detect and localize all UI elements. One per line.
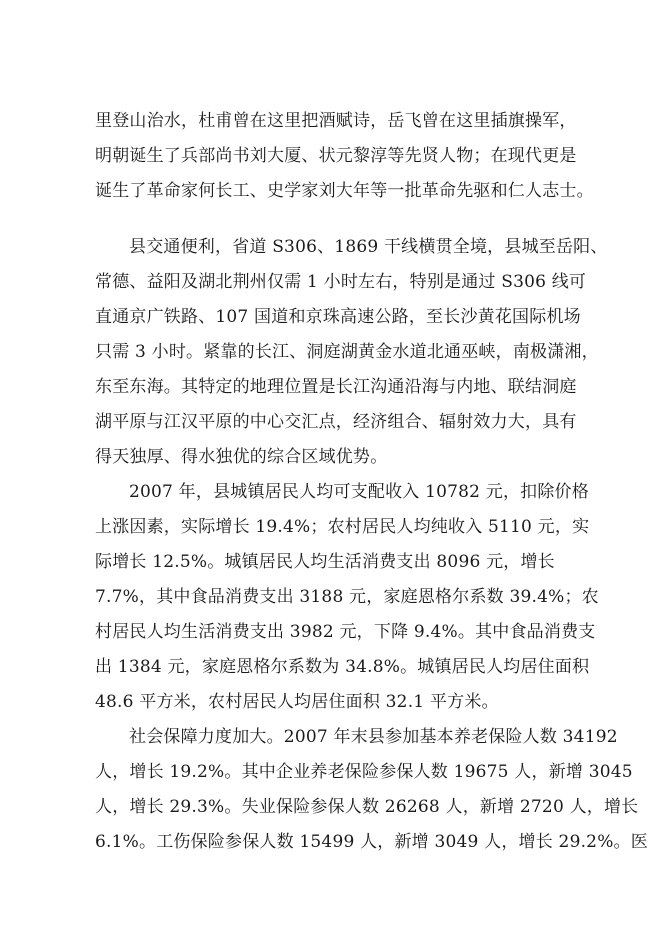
- text-line: 6.1%。工伤保险参保人数 15499 人，新增 3049 人，增长 29.2%。医: [95, 832, 648, 852]
- text-line: 7.7%，其中食品消费支出 3188 元，家庭恩格尔系数 39.4%；农: [95, 587, 599, 607]
- text-line: 人，增长 29.3%。失业保险参保人数 26268 人，新增 2720 人，增长: [95, 797, 639, 817]
- paragraph-start-line: 县交通便利，省道 S306、1869 干线横贯全境，县城至岳阳、: [129, 237, 608, 257]
- text-line: 诞生了革命家何长工、史学家刘大年等一批革命先驱和仁人志士。: [95, 181, 594, 201]
- text-line: 际增长 12.5%。城镇居民人均生活消费支出 8096 元，增长: [95, 552, 555, 572]
- text-line: 村居民人均生活消费支出 3982 元，下降 9.4%。其中食品消费支: [95, 622, 596, 642]
- text-line: 常德、益阳及湖北荆州仅需 1 小时左右，特别是通过 S306 线可: [95, 272, 587, 292]
- text-line: 明朝诞生了兵部尚书刘大厦、状元黎淳等先贤人物；在现代更是: [95, 146, 577, 166]
- text-line: 人，增长 19.2%。其中企业养老保险参保人数 19675 人，新增 3045: [95, 762, 633, 782]
- text-line: 上涨因素，实际增长 19.4%；农村居民人均纯收入 5110 元，实: [95, 517, 590, 537]
- text-line: 东至东海。其特定的地理位置是长江沟通沿海与内地、联结洞庭: [95, 377, 577, 397]
- text-line: 只需 3 小时。紧靠的长江、洞庭湖黄金水道北通巫峡，南极潇湘，: [95, 342, 599, 362]
- text-line: 湖平原与江汉平原的中心交汇点，经济组合、辐射效力大，具有: [95, 412, 577, 432]
- text-line: 48.6 平方米，农村居民人均居住面积 32.1 平方米。: [95, 692, 499, 712]
- paragraph-start-line: 2007 年，县城镇居民人均可支配收入 10782 元，扣除价格: [129, 482, 589, 502]
- paragraph-start-line: 社会保障力度加大。2007 年末县参加基本养老保险人数 34192: [129, 727, 618, 747]
- text-line: 出 1384 元，家庭恩格尔系数为 34.8%。城镇居民人均居住面积: [95, 657, 590, 677]
- text-line: 得天独厚、得水独优的综合区域优势。: [95, 447, 388, 467]
- text-line: 里登山治水，杜甫曾在这里把酒赋诗，岳飞曾在这里插旗操军，: [95, 111, 577, 131]
- text-line: 直通京广铁路、107 国道和京珠高速公路，至长沙黄花国际机场: [95, 307, 581, 327]
